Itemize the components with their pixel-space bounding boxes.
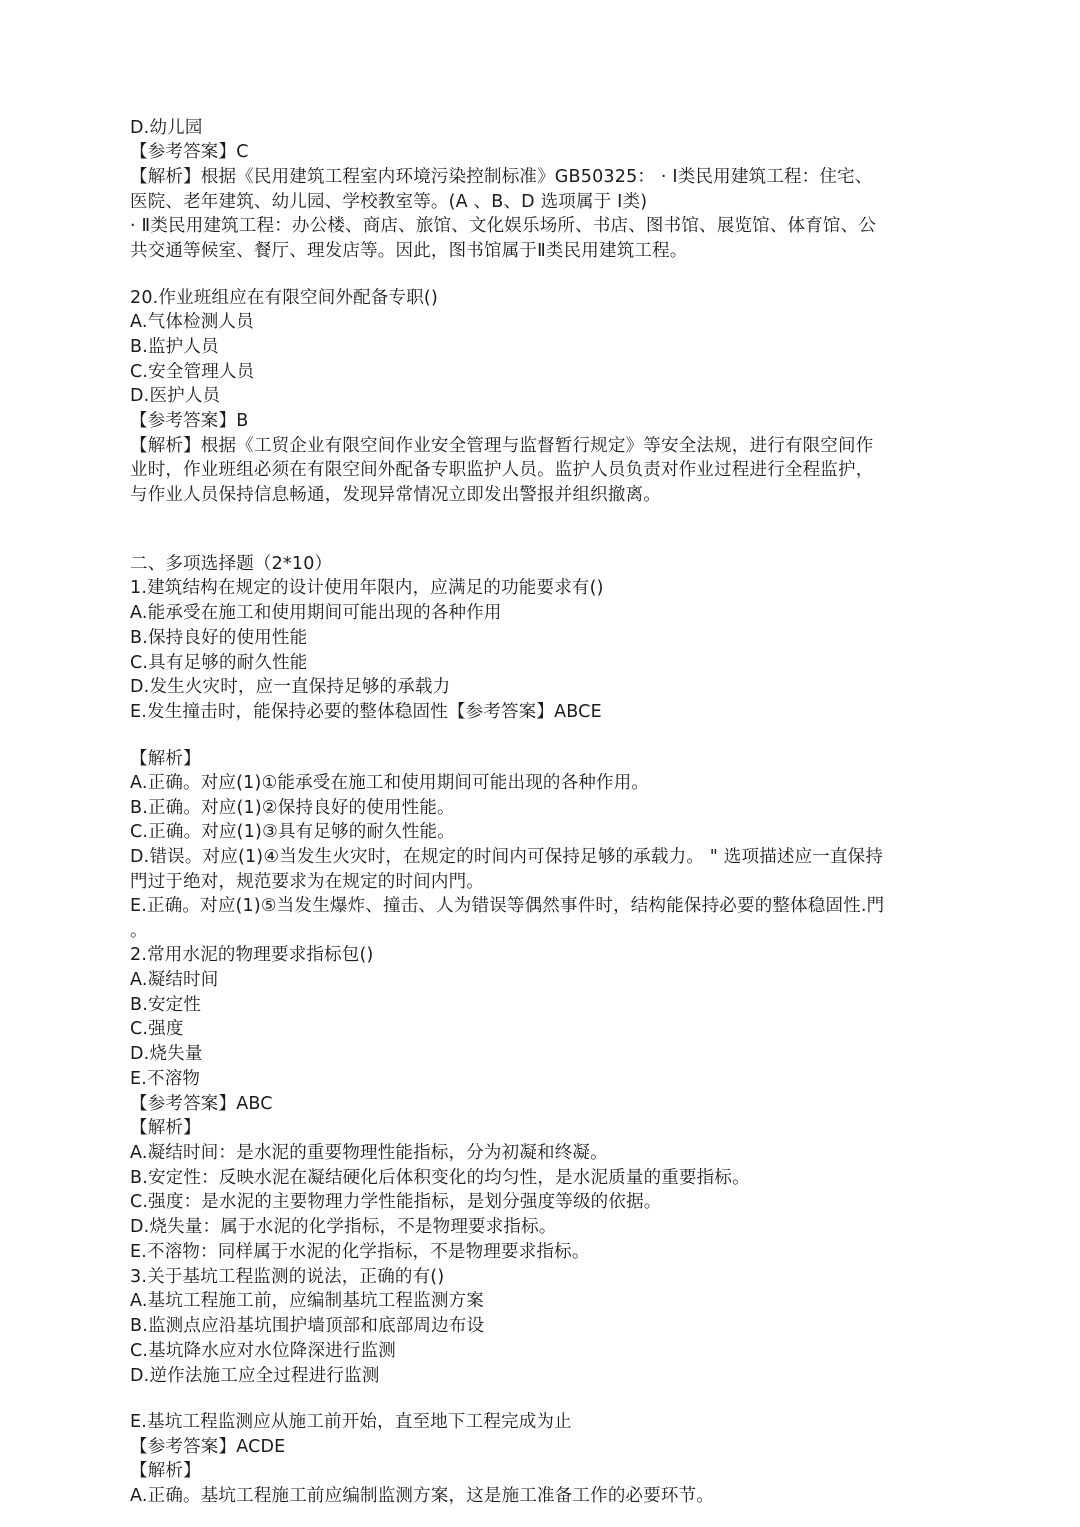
text-line: 3.关于基坑工程监测的说法，正确的有() [130,1267,445,1287]
text-line: 共交通等候室、餐厅、理发店等。因此，图书馆属于Ⅱ类民用建筑工程。 [130,241,688,261]
text-line: 医院、老年建筑、幼儿园、学校教室等。(A 、B、D 选项属于 Ⅰ类) [130,192,648,212]
text-line: A.正确。基坑工程施工前应编制监测方案，这是施工准备工作的必要环节。 [130,1486,715,1506]
text-line: A.基坑工程施工前，应编制基坑工程监测方案 [130,1291,484,1311]
text-line: 【参考答案】B [130,411,249,431]
text-line: 【解析】 [130,1118,201,1138]
text-line: C.正确。对应(1)③具有足够的耐久性能。 [130,822,455,842]
text-line: 【参考答案】C [130,142,249,162]
text-line: C.具有足够的耐久性能 [130,653,308,673]
text-line: B.保持良好的使用性能 [130,628,308,648]
text-line: D.逆作法施工应全过程进行监测 [130,1366,380,1386]
text-line: 2.常用水泥的物理要求指标包() [130,945,374,965]
text-line: 1.建筑结构在规定的设计使用年限内，应满足的功能要求有() [130,578,604,598]
text-line: D.发生火灾时，应一直保持足够的承载力 [130,677,451,697]
text-line: A.正确。对应(1)①能承受在施工和使用期间可能出现的各种作用。 [130,773,650,793]
text-line: E.不溶物：同样属于水泥的化学指标，不是物理要求指标。 [130,1242,590,1262]
text-line: 业时，作业班组必须在有限空间外配备专职监护人员。监护人员负责对作业过程进行全程监护， [130,460,874,480]
text-line: B.监测点应沿基坑围护墙顶部和底部周边布设 [130,1316,485,1336]
text-line: E.正确。对应(1)⑤当发生爆炸、撞击、人为错误等偶然事件时，结构能保持必要的整体稳固性.門 [130,896,885,916]
text-line: D.烧失量：属于水泥的化学指标，不是物理要求指标。 [130,1217,557,1237]
text-line: C.安全管理人员 [130,362,255,382]
text-line: 【解析】 [130,749,201,769]
text-line: 【解析】 [130,1461,201,1481]
text-line: E.基坑工程监测应从施工前开始，直至地下工程完成为止 [130,1412,572,1432]
text-line: E.不溶物 [130,1069,201,1089]
text-line: B.监护人员 [130,337,219,357]
section-heading: 二、多项选择题（2*10） [130,554,333,574]
text-line: A.能承受在施工和使用期间可能出现的各种作用 [130,603,502,623]
text-line: D.医护人员 [130,386,221,406]
text-line: 。 [130,921,148,941]
text-line: 【参考答案】ACDE [130,1437,286,1457]
text-line: 与作业人员保持信息畅通，发现异常情况立即发出警报并组织撤离。 [130,485,661,505]
text-line: B.正确。对应(1)②保持良好的使用性能。 [130,798,455,818]
text-line: D.幼儿园 [130,118,203,138]
text-line: 20.作业班组应在有限空间外配备专职() [130,288,438,308]
text-line: C.强度：是水泥的主要物理力学性能指标，是划分强度等级的依据。 [130,1192,662,1212]
text-line: B.安定性：反映水泥在凝结硬化后体积变化的均匀性，是水泥质量的重要指标。 [130,1168,750,1188]
text-line: C.基坑降水应对水位降深进行监测 [130,1341,396,1361]
text-line: D.烧失量 [130,1044,203,1064]
text-line: A.凝结时间 [130,970,219,990]
text-line: E.发生撞击时，能保持必要的整体稳固性【参考答案】ABCE [130,702,602,722]
text-line: 【解析】根据《工贸企业有限空间作业安全管理与监督暂行规定》等安全法规，进行有限空间作 [130,436,874,456]
text-line: B.安定性 [130,995,202,1015]
text-line: 【参考答案】ABC [130,1094,273,1114]
text-line: D.错误。对应(1)④当发生火灾时，在规定的时间内可保持足够的承载力。 " 选项描述应一直保持 [130,847,884,867]
text-line: A.气体检测人员 [130,312,254,332]
text-line: 門过于绝对，规范要求为在规定的时间内門。 [130,872,484,892]
text-line: C.强度 [130,1019,184,1039]
text-line: A.凝结时间：是水泥的重要物理性能指标，分为初凝和终凝。 [130,1143,608,1163]
text-line: 【解析】根据《民用建筑工程室内环境污染控制标准》GB50325： · Ⅰ类民用建筑工程：住宅、 [130,167,873,187]
text-line: · Ⅱ类民用建筑工程：办公楼、商店、旅馆、文化娱乐场所、书店、图书馆、展览馆、体育馆、公 [130,216,877,236]
